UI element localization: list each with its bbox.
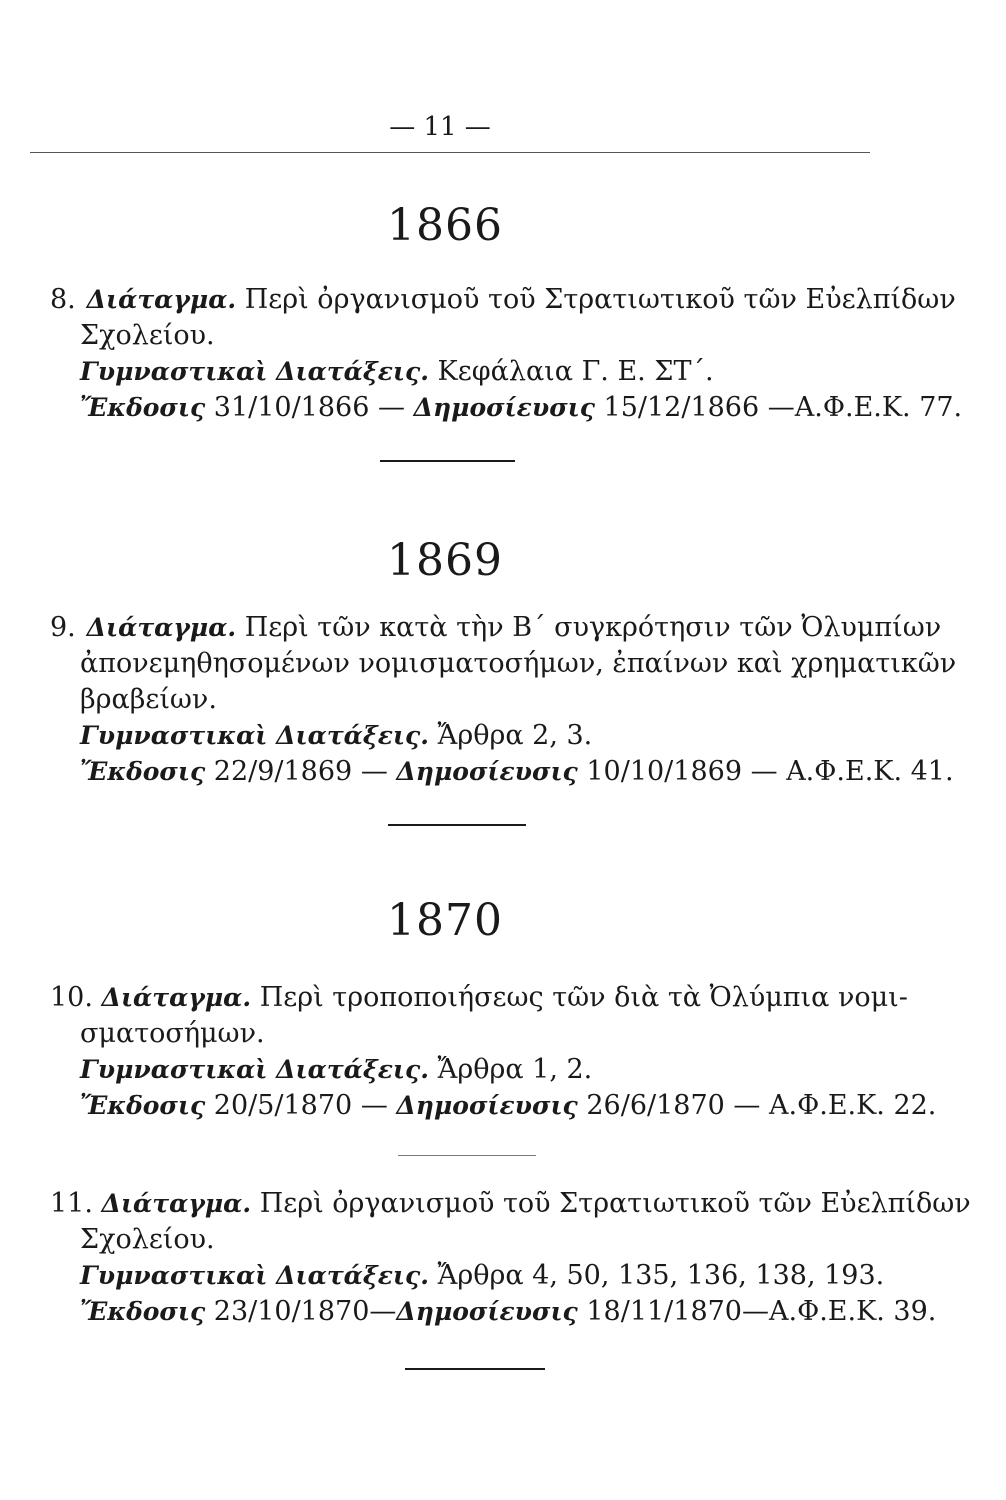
- entry-title-continued: σματοσήμων.: [80, 1018, 265, 1049]
- publication-date: 18/11/1870: [586, 1296, 742, 1327]
- gazette-reference: Α.Φ.Ε.Κ. 77.: [794, 392, 963, 423]
- entry-number: 11.: [50, 1188, 93, 1219]
- publication-label: Δημοσίευσις: [396, 1091, 578, 1120]
- decree-entry-10: 10. Διάταγμα. Περὶ τροποποιήσεως τῶν διὰ τὰ Ὀλύμπια νομι- σματοσήμων. Γυμναστικαὶ Διατάξεις. Ἄρθρα 1, 2. Ἔκδοσις 20/5/1870 — Δημοσίευσις 26/6/1870 — Α.Φ.Ε.Κ. 22.: [50, 982, 937, 1121]
- publication-label: Δημοσίευσις: [413, 393, 595, 422]
- entry-type: Διάταγμα.: [101, 983, 252, 1012]
- entry-type: Διάταγμα.: [86, 613, 237, 642]
- page-number: — 11 —: [389, 112, 491, 142]
- issue-date: 22/9/1869: [213, 756, 353, 787]
- publication-label: Δημοσίευσις: [396, 757, 578, 786]
- publication-label: Δημοσίευσις: [396, 1297, 578, 1326]
- entry-number: 9.: [50, 612, 76, 643]
- section-divider: [388, 824, 526, 826]
- publication-date: 10/10/1869: [586, 756, 742, 787]
- issue-label: Ἔκδοσις: [80, 757, 206, 786]
- entry-divider: [398, 1155, 536, 1156]
- publication-date: 15/12/1866: [603, 392, 760, 423]
- issue-date: 20/5/1870: [213, 1090, 353, 1121]
- provisions-value: Ἄρθρα 4, 50, 135, 136, 138, 193.: [437, 1260, 885, 1291]
- entry-title-continued: Σχολείου.: [80, 320, 215, 351]
- entry-number: 8.: [50, 284, 76, 315]
- provisions-label: Γυμναστικαὶ Διατάξεις.: [80, 721, 429, 750]
- gazette-reference: Α.Φ.Ε.Κ. 41.: [786, 756, 954, 787]
- issue-label: Ἔκδοσις: [80, 393, 206, 422]
- issue-date: 23/10/1870: [213, 1296, 370, 1327]
- decree-entry-8: 8. Διάταγμα. Περὶ ὀργανισμοῦ τοῦ Στρατιωτικοῦ τῶν Εὐελπίδων Σχολείου. Γυμναστικαὶ Διατάξεις. Κεφάλαια Γ. Ε. ΣΤ΄. Ἔκδοσις 31/10/1866 — Δημοσίευσις 15/12/1866 —Α.Φ.Ε.Κ. 77.: [50, 284, 963, 423]
- gazette-reference: Α.Φ.Ε.Κ. 39.: [768, 1296, 937, 1327]
- issue-label: Ἔκδοσις: [80, 1297, 206, 1326]
- provisions-label: Γυμναστικαὶ Διατάξεις.: [80, 357, 429, 386]
- gazette-reference: Α.Φ.Ε.Κ. 22.: [769, 1090, 937, 1121]
- entry-type: Διάταγμα.: [86, 285, 237, 314]
- entry-number: 10.: [50, 982, 93, 1013]
- provisions-value: Ἄρθρα 1, 2.: [437, 1054, 593, 1085]
- provisions-label: Γυμναστικαὶ Διατάξεις.: [80, 1055, 429, 1084]
- section-year-1870: 1870: [387, 895, 503, 946]
- header-rule: [30, 152, 870, 153]
- section-year-1869: 1869: [387, 535, 503, 586]
- issue-date: 31/10/1866: [213, 392, 370, 423]
- entry-title: Περὶ τροποποιήσεως τῶν διὰ τὰ Ὀλύμπια νομι-: [259, 982, 908, 1013]
- decree-entry-9: 9. Διάταγμα. Περὶ τῶν κατὰ τὴν Β΄ συγκρότησιν τῶν Ὀλυμπίων ἀπονεμηθησομένων νομισματοσήμων, ἐπαίνων καὶ χρηματικῶν βραβείων. Γυμναστικαὶ Διατάξεις. Ἄρθρα 2, 3. Ἔκδοσις 22/9/1869 — Δημοσίευσις 10/10/1869 — Α.Φ.Ε.Κ. 41.: [50, 612, 957, 787]
- entry-title-continued: ἀπονεμηθησομένων νομισματοσήμων, ἐπαίνων καὶ χρηματικῶν: [80, 648, 957, 679]
- entry-title: Περὶ ὀργανισμοῦ τοῦ Στρατιωτικοῦ τῶν Εὐελπίδων: [259, 1188, 971, 1219]
- section-year-1866: 1866: [387, 200, 503, 251]
- entry-title: Περὶ τῶν κατὰ τὴν Β΄ συγκρότησιν τῶν Ὀλυμπίων: [244, 612, 942, 643]
- provisions-label: Γυμναστικαὶ Διατάξεις.: [80, 1261, 429, 1290]
- section-divider: [405, 1368, 545, 1370]
- entry-title-continued: Σχολείου.: [80, 1224, 215, 1255]
- provisions-value: Κεφάλαια Γ. Ε. ΣΤ΄.: [437, 356, 714, 387]
- section-divider: [380, 460, 515, 462]
- decree-entry-11: 11. Διάταγμα. Περὶ ὀργανισμοῦ τοῦ Στρατιωτικοῦ τῶν Εὐελπίδων Σχολείου. Γυμναστικαὶ Διατάξεις. Ἄρθρα 4, 50, 135, 136, 138, 193. Ἔκδοσις 23/10/1870—Δημοσίευσις 18/11/1870—Α.Φ.Ε.Κ. 39.: [50, 1188, 971, 1327]
- entry-title-continued: βραβείων.: [80, 684, 217, 715]
- entry-title: Περὶ ὀργανισμοῦ τοῦ Στρατιωτικοῦ τῶν Εὐελπίδων: [244, 284, 956, 315]
- issue-label: Ἔκδοσις: [80, 1091, 206, 1120]
- entry-type: Διάταγμα.: [101, 1189, 252, 1218]
- publication-date: 26/6/1870: [586, 1090, 725, 1121]
- provisions-value: Ἄρθρα 2, 3.: [437, 720, 593, 751]
